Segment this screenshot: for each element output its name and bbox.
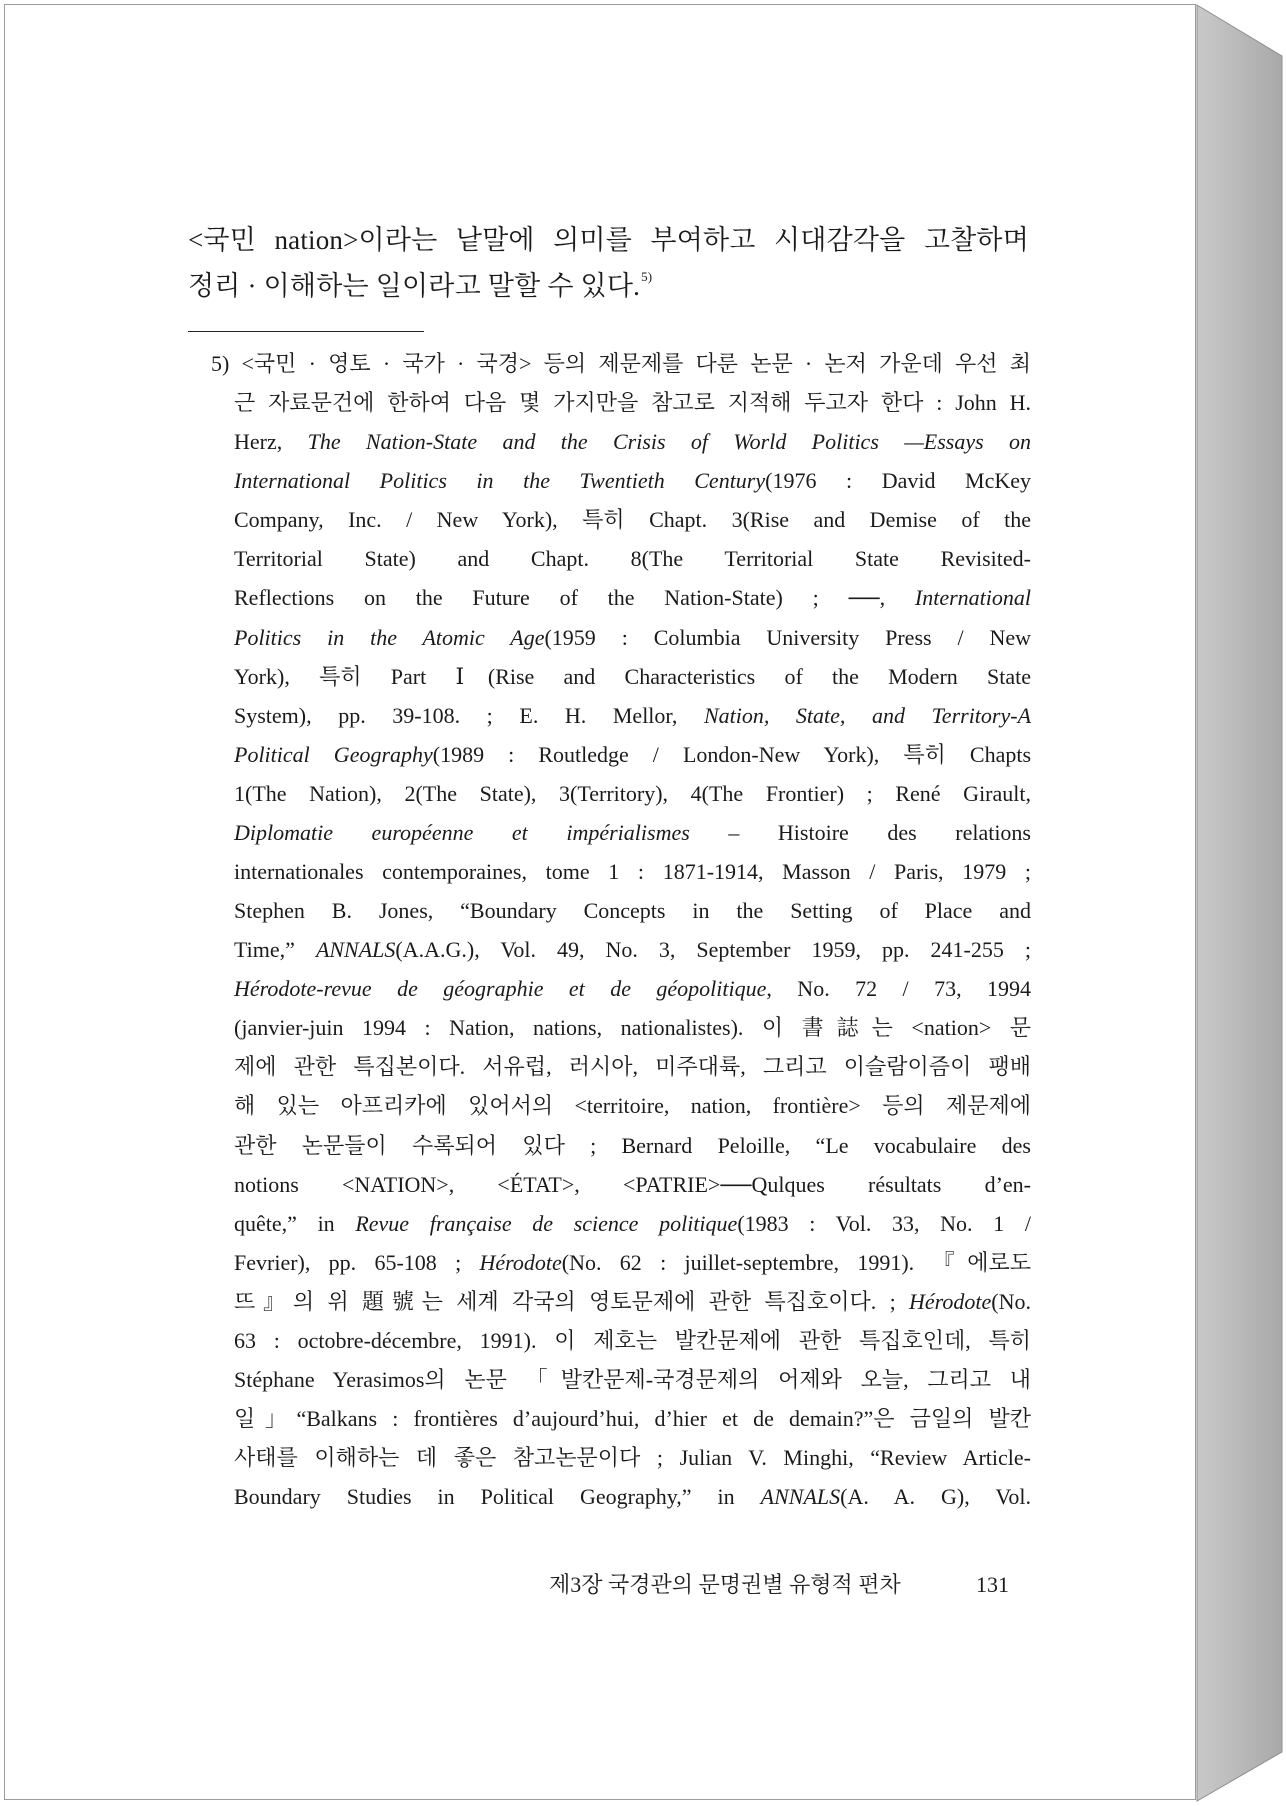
footnote-line (234, 657, 1031, 696)
footnote-text: 일」“Balkans : frontières d’aujourd’hui, d’hier et de demain?”은 금일의 발칸 (234, 1406, 1031, 1432)
footnote-text: (1983 : Vol. 33, No. 1 / (737, 1210, 1031, 1236)
footnote-line (234, 500, 1031, 539)
footnote-line (234, 1399, 1031, 1438)
footnote-line (211, 344, 1031, 383)
footnote-text: , No. 72 / 73, 1994 (766, 976, 1032, 1002)
footnote-line (234, 735, 1031, 774)
footnote-line (234, 1165, 1031, 1204)
footnote-italic-text: ANNALS (315, 937, 396, 963)
footnote-italic-text: Diplomatie européenne et impérialismes (234, 819, 690, 845)
footnote-line (234, 696, 1031, 735)
footnote-line (234, 1086, 1031, 1125)
footnote-italic-text: Hérodote (909, 1288, 992, 1314)
footnote-text: 사태를 이해하는 데 좋은 참고논문이다 ; Julian V. Minghi, “Review Article- (234, 1445, 1031, 1471)
footnote-text: Herz, (234, 429, 308, 455)
footnote-text: Company, Inc. / New York), 특히 Chapt. 3(Rise and Demise of the (234, 507, 1031, 533)
footnote-italic-text: ANNALS (760, 1484, 841, 1510)
footnote-text: internationales contemporaines, tome 1 : 1871-1914, Masson / Paris, 1979 ; (234, 859, 1031, 885)
footnote-line (234, 774, 1031, 813)
footnote-text: notions <NATION>, <ÉTAT>, <PATRIE>──Qulques résultats d’en- (234, 1171, 1031, 1197)
footnote-line (234, 1438, 1031, 1477)
footnote-text: 1(The Nation), 2(The State), 3(Territory), 4(The Frontier) ; René Girault, (234, 780, 1031, 806)
footnote-text: Territorial State) and Chapt. 8(The Territorial State Revisited- (234, 546, 1031, 572)
footnote-italic-text: Revue française de science politique (355, 1210, 738, 1236)
footnote-text: 관한 논문들이 수록되어 있다 ; Bernard Peloille, “Le vocabulaire des (234, 1132, 1031, 1158)
footnote-text: – Histoire des relations (689, 819, 1031, 845)
footnote-text: Boundary Studies in Political Geography,” in (234, 1484, 761, 1510)
footnote-text: Time,” (234, 937, 316, 963)
footnote-text: Stephen B. Jones, “Boundary Concepts in the Setting of Place and (234, 898, 1031, 924)
footnote-line (234, 813, 1031, 852)
footnote-line (234, 539, 1031, 578)
footnote-text: quête,” in (234, 1210, 356, 1236)
footnote-line (234, 1008, 1031, 1047)
footnote-text: (1959 : Columbia University Press / New (544, 624, 1031, 650)
running-footer-chapter: 제3장 국경관의 문명권별 유형적 편차 (549, 1572, 901, 1597)
footnote-line (234, 1282, 1031, 1321)
footnote-italic-text: International Politics in the Twentieth Century (234, 468, 766, 494)
footnote-text: 뜨』의 위 題號는 세계 각국의 영토문제에 관한 특집호이다. ; (234, 1288, 909, 1314)
footnote-text: Stéphane Yerasimos의 논문 「발칸문제-국경문제의 어제와 오늘, 그리고 내 (234, 1367, 1031, 1393)
footnote-line (234, 1047, 1031, 1086)
footnote-text: 근 자료문건에 한하여 다음 몇 가지만을 참고로 지적해 두고자 한다 : John H. (234, 390, 1031, 416)
footnote-line (234, 930, 1031, 969)
footnote-line (234, 422, 1031, 461)
footnote-line (234, 1243, 1031, 1282)
footnote-text: (1989 : Routledge / London-New York), 특히 Chapts (432, 741, 1032, 767)
footnote-text: (No. (991, 1288, 1031, 1314)
footnote-text: Reflections on the Future of the Nation-State) ; ──, (234, 585, 915, 611)
body-text-content: 정리 · 이해하는 일이라고 말할 수 있다. (188, 271, 641, 301)
footnote-text: York), 특히 Part Ⅰ(Rise and Characteristics of the Modern State (234, 663, 1031, 689)
footnote-text: 63 : octobre-décembre, 1991). 이 제호는 발칸문제에 관한 특집호인데, 특히 (234, 1327, 1031, 1353)
footnote-text: (janvier-juin 1994 : Nation, nations, nationalistes). 이 書誌는 <nation> 문 (234, 1015, 1031, 1041)
footnote-separator (188, 331, 424, 332)
body-text (188, 217, 1029, 309)
footnote-text: (A.A.G.), Vol. 49, No. 3, September 1959, pp. 241-255 ; (395, 937, 1031, 963)
footnote-reference: 5) (641, 269, 653, 284)
footnote-text: 5) <국민 · 영토 · 국가 · 국경> 등의 제문제를 다룬 논문 · 논저 가운데 우선 최 (211, 351, 1031, 376)
footnote-italic-text: Nation, State, and Territory-A (703, 702, 1032, 728)
footnote-line (234, 852, 1031, 891)
body-text-line: <국민 nation>이라는 낱말에 의미를 부여하고 시대감각을 고찰하며 (188, 225, 1029, 255)
footnote-text: (1976 : David McKey (765, 468, 1032, 494)
footnote-italic-text: International (914, 585, 1031, 611)
footnote-line (234, 383, 1031, 422)
footnote-line (234, 969, 1031, 1008)
footnote-text: (No. 62 : juillet-septembre, 1991). 『에로도 (561, 1249, 1032, 1275)
footnote-italic-text: The Nation-State and the Crisis of World Politics —Essays on (307, 429, 1031, 455)
footnote-italic-text: Politics in the Atomic Age (234, 624, 545, 650)
footnote-italic-text: Hérodote (479, 1249, 562, 1275)
footnote-italic-text: Hérodote-revue de géographie et de géopolitique (234, 976, 767, 1002)
footnote-line (234, 1477, 1031, 1516)
footnote-line (234, 1204, 1031, 1243)
footnote-line (234, 891, 1031, 930)
page-number: 131 (976, 1572, 1009, 1597)
running-footer (549, 1570, 1009, 1600)
footnote (211, 344, 1032, 1516)
footnote-line (234, 461, 1031, 500)
footnote-line (234, 1360, 1031, 1399)
footnote-line (234, 1126, 1031, 1165)
footnote-text: (A. A. G), Vol. (840, 1484, 1031, 1510)
footnote-italic-text: Political Geography (234, 741, 433, 767)
footnote-text: 제에 관한 특집본이다. 서유럽, 러시아, 미주대륙, 그리고 이슬람이즘이 팽배 (234, 1054, 1031, 1080)
footnote-line (234, 1321, 1031, 1360)
footnote-line (234, 618, 1031, 657)
footnote-line (234, 578, 1031, 617)
footnote-text: 해 있는 아프리카에 있어서의 <territoire, nation, frontière> 등의 제문제에 (234, 1093, 1031, 1119)
footnote-text: System), pp. 39-108. ; E. H. Mellor, (234, 702, 704, 728)
body-text-line (188, 263, 1029, 309)
footnote-text: Fevrier), pp. 65-108 ; (234, 1249, 480, 1275)
